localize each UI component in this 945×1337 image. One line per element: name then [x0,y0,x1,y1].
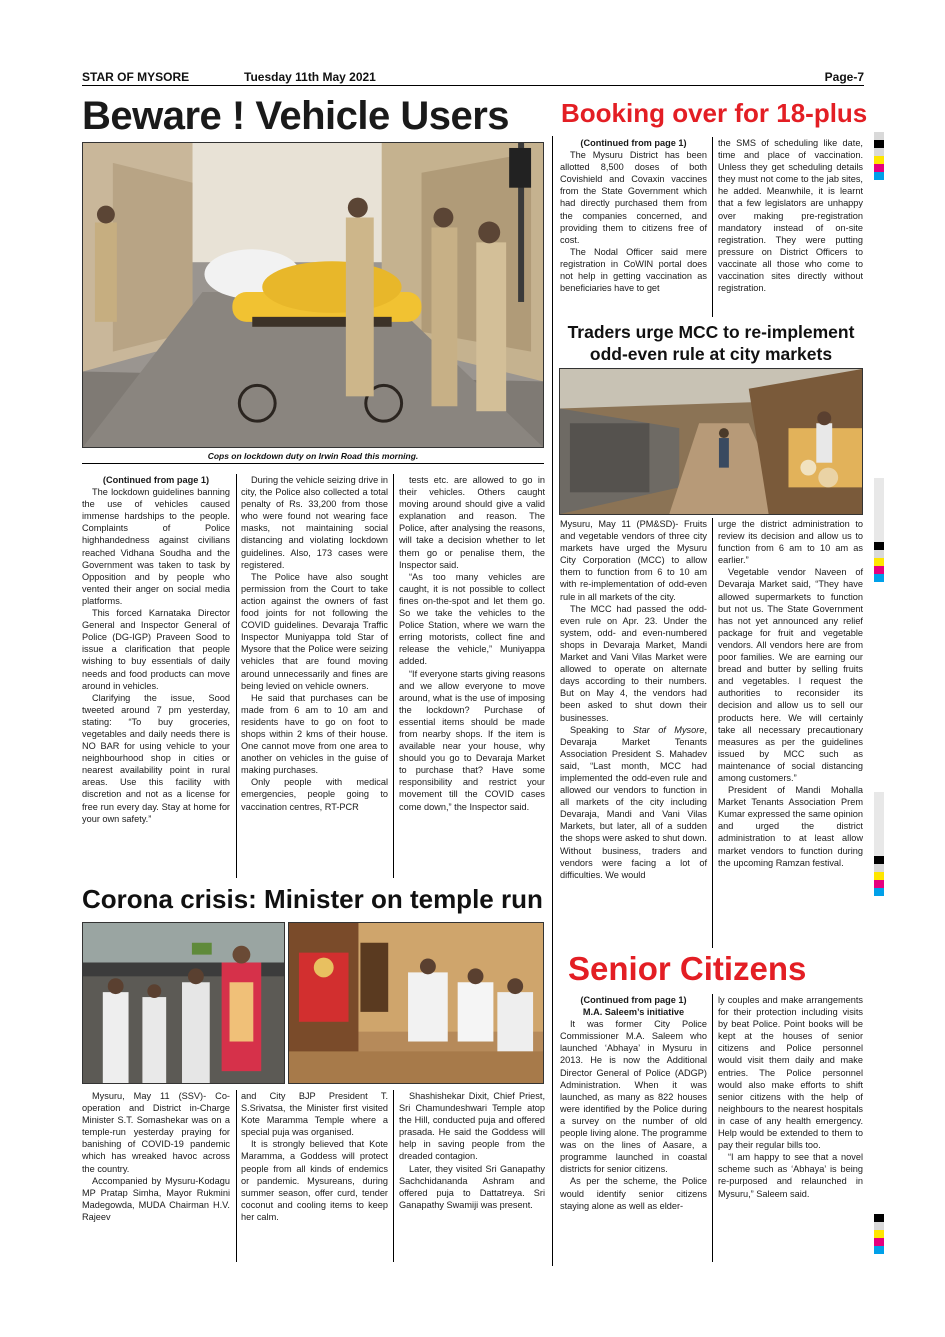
continued-label: (Continued from page 1) [102,475,210,485]
paragraph: He said that purchases can be made from 6 am to 10 am and residents have to go on foot to shops within 2 kms of their house. One cannot move from one area to another on vehicles in the guise of making purchases. [241,692,388,776]
paragraph: Clarifying the issue, Sood tweeted around 7 pm yesterday, stating: “To buy groceries, vegetables and daily needs there is NO BAR for using vehicle to your neighbourhood shop in cities or nearest availability point in rural areas. Use this facility with discretion and not as a license for free run every day. Stay at home for your own safety.” [82,692,230,824]
continued-label: (Continued from page 1) [580,995,687,1005]
page-header [82,70,864,86]
paragraph: tests etc. are allowed to go in their vehicles. Others caught moving around should give a valid explanation and reason. The Police, after analysing the reasons, will take a decision whether to let them go or penalise them, the Inspector said. [399,475,545,570]
paragraph: and City BJP President T. S.Srivatsa, the Minister first visited Kote Maramma Temple where a special puja was organised. [241,1091,388,1138]
paragraph: Mysuru, May 11 (PM&SD)- Fruits and vegetable vendors of three city markets have urged the Mysuru City Corporation (MCC) to allow them to function from 6 to 10 am with re-implementation of odd-even rule in all markets of the city. [560,519,707,602]
vehicle-column-1 [82,474,230,825]
column-rule [712,137,713,317]
vehicle-column-3 [399,474,545,813]
corona-column-1 [82,1090,230,1223]
registration-marks-1 [874,132,884,180]
column-rule [236,1090,237,1262]
paragraph: The MCC had passed the odd-even rule on Apr. 23. Under the system, odd- and even-numbered shops in Devaraja Market, Mandi Market and Vani Vilas Market were allowed to operate on alternate days according to their numbers. But on May 4, the vendors had been asked to shut down their businesses. [560,603,707,723]
paragraph: The Nodal Officer said mere registration in CoWIN portal does not help in getting vaccination as beneficiaries have to get [560,246,707,294]
registration-marks-3 [874,792,884,896]
column-rule [393,474,394,878]
headline-senior-citizens: Senior Citizens [568,950,807,987]
registration-marks-2 [874,478,884,582]
traders-column-1 [560,518,707,881]
headline-traders: Traders urge MCC to re-implement odd-even rule at city markets [567,322,855,364]
traders-column-2 [718,518,863,869]
registration-marks-4 [874,1214,884,1254]
issue-date: Tuesday 11th May 2021 [244,70,376,84]
paragraph: The lockdown guidelines banning the use of vehicles caused immense hardships to the people. Complaints of Police highhandedness against civilians reached Vidhana Soudha and the Government was taken to task by Opposition and by people who vented their anger on social media platforms. [82,487,230,606]
senior-column-2 [718,994,863,1200]
page-number: Page-7 [824,70,864,84]
paragraph: During the vehicle seizing drive in city, the Police also collected a total penalty of Rs. 33,200 from those who were found not wearing face masks, not maintaining social distancing and violating lockdown guidelines. Also, 173 cases were registered. [241,475,388,570]
headline-corona: Corona crisis: Minister on temple run [82,884,543,914]
paragraph: urge the district administration to review its decision and allow us to function from 6 am to 10 am as earlier.” [718,519,863,566]
section-divider [552,136,553,1266]
paragraph: “If everyone starts giving reasons and we allow everyone to move around, what is the use of imposing the lockdown? Purchase of essential items should be made from nearby shops. If the item is available near your house, why should you go to Devaraja Market to purchase that? Have some responsibility and restrict your movement till the COVID cases come down,” the Inspector said. [399,668,545,812]
paragraph: “I am happy to see that a novel scheme such as ‘Abhaya’ is being re-purposed and relaunched in Mysuru,” Saleem said. [718,1152,863,1199]
corona-column-3 [399,1090,545,1211]
corona-column-2 [241,1090,388,1223]
paragraph: “As too many vehicles are caught, it is not possible to collect fines on-the-spot and let them go. So we take the vehicles to the Police Station, where we warn the erring motorists, collect fine and release the vehicle,” Muniyappa added. [399,571,545,667]
paragraph: Shashishekar Dixit, Chief Priest, Sri Chamundeshwari Temple atop the Hill, conducted puja and offered prasada. He said the Goddess will help in saving people from the dreaded contagion. [399,1091,545,1162]
traffic-police-checkpoint-photo [82,142,544,448]
paragraph: As per the scheme, the Police would identify senior citizens staying alone as well as elder- [560,1176,707,1211]
paragraph: The Mysuru District has been allotted 8,500 doses of both Covishield and Covaxin vaccines from the State Government which had directly purchased them from the companies concerned, and providing them to citizens free of cost. [560,150,707,245]
senior-column-1 [560,994,707,1212]
paragraph: This forced Karnataka Director General and Inspector General of Police (DG-IGP) Praveen Sood to issue a clarification that people wishing to buy essentials of daily needs and food products can move around in vehicles. [82,608,230,691]
paragraph: Accompanied by Mysuru-Kodagu MP Pratap Simha, Mayor Rukmini Madegowda, MUDA Chairman H.V. Rajeev [82,1175,230,1222]
publication-name: STAR OF MYSORE [82,70,190,84]
temple-puja-photo [82,922,285,1084]
column-rule [236,474,237,878]
paragraph: Only people with medical emergencies, people going to vaccination centres, RT-PCR [241,777,388,812]
paragraph: It was former City Police Commissioner M.A. Saleem who launched ‘Abhaya’ in Mysuru in 2013. He is now the Additional Director General of Police (ADGP) Administration. When it was launched, as many as 822 houses were identified by the Police during a survey on the number of old people living alone. The programme was on the lines of Aasare, a programme launched in coastal districts for senior citizens. [560,1019,707,1175]
paragraph: the SMS of scheduling like date, time and place of vaccination. Unless they get scheduling details they must not come to the jab sites, he added. Meanwhile, it is learnt that a few legislators are unhappy over making pre-registration mandatory instead of on-site registration. They were putting pressure on District Officers to vaccinate all those who come to vaccination sites directly without registration. [718,138,863,294]
continued-label: (Continued from page 1) [580,138,687,148]
column-rule [712,994,713,1262]
column-rule [393,1090,394,1262]
paragraph: It is strongly believed that Kote Maramma, a Goddess will protect people from all kinds of endemics or pandemic. Mysureans, during summer season, offer curd, tender coconut and cooling items to keep her calm. [241,1139,388,1222]
column-rule [712,518,713,948]
photo-caption: Cops on lockdown duty on Irwin Road this morning. [82,451,544,464]
temple-interior-photo [288,922,544,1084]
paragraph: Later, they visited Sri Ganapathy Sachchidananda Ashram and offered puja to Dattatreya. Sri Ganapathy Swamiji was present. [399,1163,545,1210]
market-street-photo [559,368,863,515]
headline-vehicle-users: Beware ! Vehicle Users [82,94,510,138]
booking-column-2 [718,137,863,294]
paragraph: ly couples and make arrangements for their protection including visits by beat Police. Point books will be kept at the houses of senior citizens and Police personnel would visit them daily and make entries. The Police personnel would also make efforts to shift senior citizens with the help of neighbours to the nearest hospitals in case of any health emergency. Help would be extended to them to pay their regular bills too. [718,995,863,1151]
subheading: M.A. Saleem’s initiative [582,1007,685,1018]
paragraph: Vegetable vendor Naveen of Devaraja Market said, “They have allowed supermarkets to function but not us. The State Government has not yet announced any relief package for fruit and vegetable vendors. All vendors here are from poor families. We are earning our bread and butter by selling fruits and vegetables. I request the authorities to reconsider its decision and allow us to sell our products here. We will certainly take all necessary precautionary measures as per the guidelines issued by MCC such as maintenance of social distancing among customers.” [718,567,863,783]
paragraph: The Police have also sought permission from the Court to take action against the owners of fast food joints for not following the COVID guidelines. Devaraja Traffic Inspector Muniyappa told Star of Mysore that the Police were seizing vehicles that are found moving around unnecessarily and fines are being levied on vehicle owners. [241,571,388,691]
paragraph: Speaking to Star of Mysore, Devaraja Market Tenants Association President S. Mahadev said, “Last month, MCC had implemented the odd-even rule and allowed our vendors to function in all markets of the city including Devaraja, Mandi and Vani Vilas Markets, but later, all of a sudden the shops were asked to shut down. Without business, traders and vendors were facing a lot of difficulties. We would [560,724,707,880]
paragraph: Mysuru, May 11 (SSV)- Co-operation and District in-Charge Minister S.T. Somashekar was on a temple-run yesterday praying for banishing of COVID-19 pandemic which has wreaked havoc across the country. [82,1091,230,1174]
paragraph: President of Mandi Mohalla Market Tenants Association Prem Kumar expressed the same opinion and urged the district administration to at least allow market vendors to function during the upcoming Ramzan festival. [718,785,863,868]
headline-booking: Booking over for 18-plus [561,98,868,128]
booking-column-1 [560,137,707,294]
vehicle-column-2 [241,474,388,813]
